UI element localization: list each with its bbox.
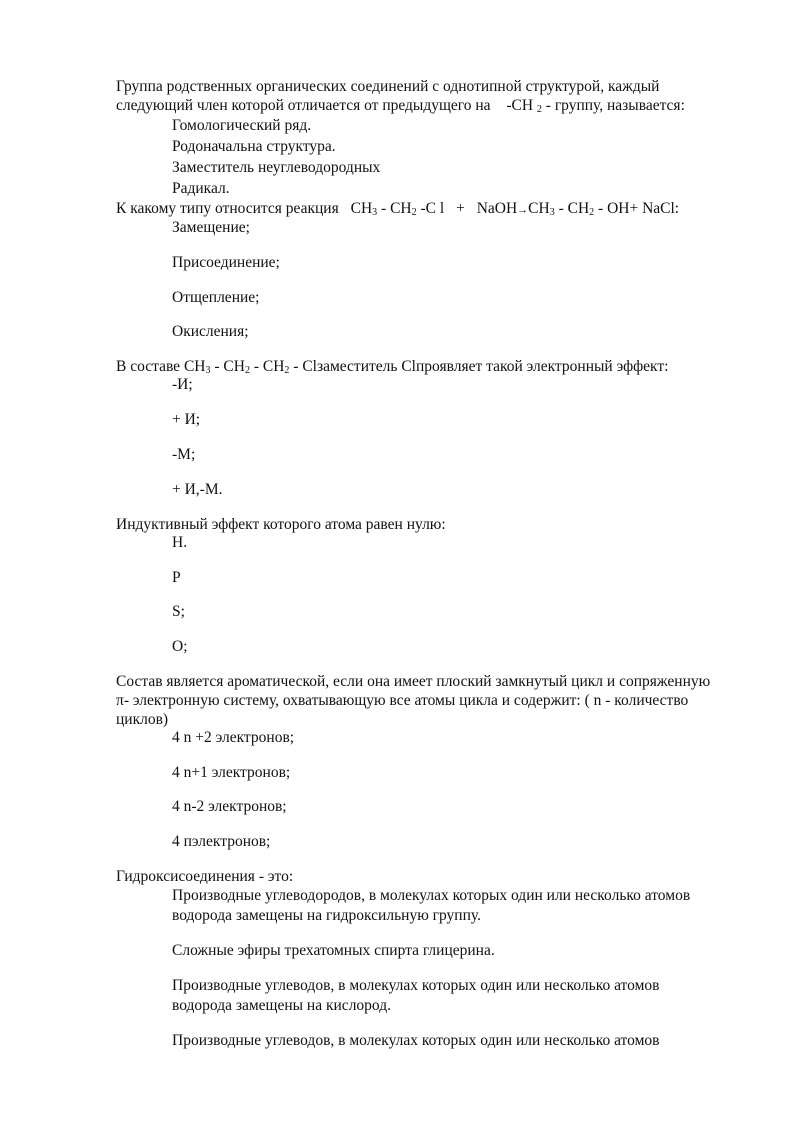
question-6-answer-2: Сложные эфиры трехатомных спирта глицерина. <box>172 942 495 959</box>
question-1-text-end: - группу, называется: <box>545 97 685 114</box>
question-5-line-3: циклов) <box>116 711 169 728</box>
question-6-stem: Гидроксисоединения - это: <box>116 868 294 885</box>
question-4-answer-2: Р <box>172 569 181 586</box>
question-4-stem: Индуктивный эффект которого атома равен нулю: <box>116 516 446 533</box>
question-5-answer-2: 4 n+1 электронов; <box>172 764 291 781</box>
arrow-icon: → <box>517 204 529 216</box>
question-3-answer-3: -М; <box>172 446 196 463</box>
question-2-answer-3: Отщепление; <box>172 289 260 306</box>
question-5-answer-4: 4 пэлектронов; <box>172 833 271 850</box>
question-2-answer-2: Присоединение; <box>172 254 280 271</box>
question-3-answer-2: + И; <box>172 411 201 428</box>
reaction-equation: $CH_3 - CH_2$ -C $l + NaOH\to CH_3 - CH_2 - OH+$ NaCl: <box>350 200 680 218</box>
question-6-answer-1-line-2: водорода замещены на гидроксильную группу. <box>172 907 481 924</box>
question-1-formula: -CH $_2$ <box>506 97 542 115</box>
question-2-answer-4: Окисления; <box>172 323 249 340</box>
question-3-answer-1: -И; <box>172 376 193 393</box>
question-5-answer-1: 4 n +2 электронов; <box>172 729 295 746</box>
question-4-answer-1: Н. <box>172 534 188 551</box>
question-4-answer-3: S; <box>172 603 185 620</box>
question-1-answer-2: Родоначальна структура. <box>172 138 336 155</box>
question-6-answer-4-line-1: Производные углеводов, в молекулах которых один или несколько атомов <box>172 1032 660 1049</box>
question-4-answer-4: O; <box>172 638 188 655</box>
question-5-answer-3: 4 n-2 электронов; <box>172 798 287 815</box>
question-1-text: следующий член которой отличается от предыдущего на <box>116 97 491 114</box>
question-6-answer-3-line-1: Производные углеводов, в молекулах которых один или несколько атомов <box>172 977 660 994</box>
question-2-answer-1: Замещение; <box>172 219 250 236</box>
question-1-answer-1: Гомологический ряд. <box>172 117 312 134</box>
question-1-answer-3: Заместитель неуглеводородных <box>172 159 381 176</box>
question-1-line-1: Группа родственных органических соединений с однотипной структурой, каждый <box>116 78 660 95</box>
question-5-line-2: π- электронную систему, охватывающую все атомы цикла и содержит: ( n - количество <box>116 692 689 709</box>
question-6-answer-1-line-1: Производные углеводородов, в молекулах которых один или несколько атомов <box>172 887 691 904</box>
question-3-answer-4: + И,-М. <box>172 481 223 498</box>
question-5-line-1: Состав является ароматической, если она имеет плоский замкнутый цикл и сопряженную <box>116 673 711 690</box>
question-2-stem: К какому типу относится реакция $CH_3 - CH_2$ -C $l + NaOH\to CH_3 - CH_2 - OH+$ NaCl: <box>116 200 680 218</box>
question-6-answer-3-line-2: водорода замещены на кислород. <box>172 997 391 1014</box>
question-1-answer-4: Радикал. <box>172 180 230 197</box>
question-3-stem: В составе $CH_3 - CH_2 - CH_2$ - Clзаместитель Clпроявляет такой электронный эффект: <box>116 358 669 376</box>
